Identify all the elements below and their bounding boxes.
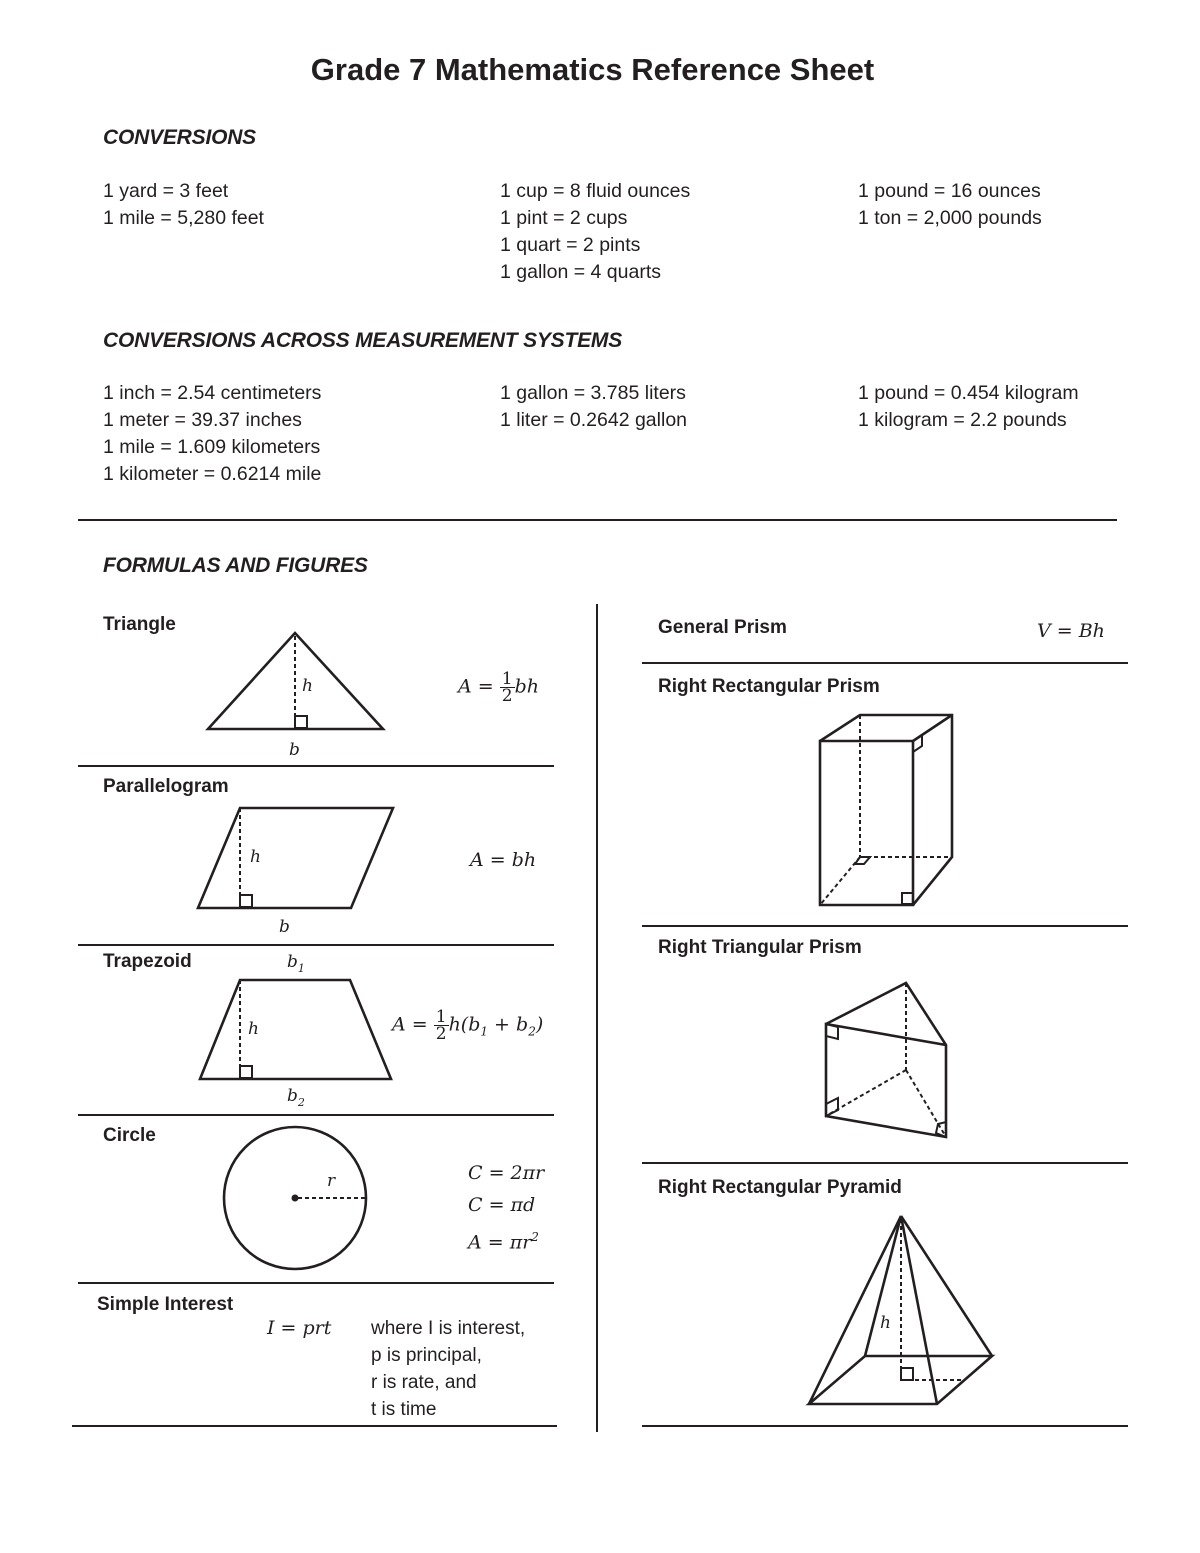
- conversion-item: 1 yard = 3 feet: [103, 180, 229, 202]
- conversion-item: 1 gallon = 3.785 liters: [500, 382, 686, 404]
- rect-prism-label: Right Rectangular Prism: [658, 676, 880, 697]
- conversion-item: 1 ton = 2,000 pounds: [858, 207, 1042, 229]
- base-label: b: [289, 740, 300, 760]
- top-base-label: $b_1$: [287, 952, 305, 975]
- conversion-item: 1 kilometer = 0.6214 mile: [103, 463, 322, 485]
- triangle-formula: A = $\frac{1}{2}$ bh: [458, 669, 539, 706]
- row-divider: [642, 1425, 1128, 1427]
- conversion-item: 1 gallon = 4 quarts: [500, 261, 661, 283]
- conversion-item: 1 inch = 2.54 centimeters: [103, 382, 322, 404]
- base-label: b: [279, 917, 290, 937]
- circumference-formula: C = 2πr: [468, 1162, 545, 1184]
- simple-interest-label: Simple Interest: [97, 1294, 234, 1315]
- height-label: h: [248, 1019, 259, 1039]
- parallelogram-formula: A = bh: [470, 849, 537, 871]
- conversion-item: 1 mile = 1.609 kilometers: [103, 436, 321, 458]
- bottom-base-label: $b_2$: [287, 1086, 305, 1109]
- conversion-item: 1 meter = 39.37 inches: [103, 409, 302, 431]
- page-title: Grade 7 Mathematics Reference Sheet: [310, 52, 875, 87]
- conversion-item: 1 pound = 16 ounces: [858, 180, 1041, 202]
- conversion-item: 1 liter = 0.2642 gallon: [500, 409, 688, 431]
- conversions-heading: CONVERSIONS: [103, 126, 256, 149]
- circumference-diameter-formula: C = πd: [468, 1194, 536, 1216]
- conversion-item: 1 kilogram = 2.2 pounds: [858, 409, 1067, 431]
- lateral-edge: [865, 1216, 901, 1356]
- simple-interest-formula: I = prt: [267, 1317, 332, 1339]
- interest-note: p is principal,: [371, 1345, 482, 1366]
- interest-note: t is time: [371, 1399, 437, 1420]
- conversion-item: 1 quart = 2 pints: [500, 234, 641, 256]
- conversion-item: 1 mile = 5,280 feet: [103, 207, 264, 229]
- conversion-item: 1 cup = 8 fluid ounces: [500, 180, 691, 202]
- circle-label: Circle: [103, 1125, 156, 1146]
- height-label: h: [250, 847, 261, 867]
- general-prism-formula: V = Bh: [1037, 620, 1105, 642]
- conversion-item: 1 pound = 0.454 kilogram: [858, 382, 1079, 404]
- row-divider: [72, 1425, 557, 1427]
- height-label: h: [302, 676, 313, 696]
- pyramid-label: Right Rectangular Pyramid: [658, 1177, 902, 1198]
- trapezoid-formula: A = $\frac{1}{2}$ $h(b_1 + b_2)$: [392, 1007, 544, 1044]
- triangle-label: Triangle: [103, 614, 176, 635]
- interest-note: where I is interest,: [371, 1318, 526, 1339]
- right-angle-mark: [901, 1368, 913, 1380]
- general-prism-label: General Prism: [658, 617, 787, 638]
- height-label: h: [880, 1313, 891, 1333]
- across-systems-heading: CONVERSIONS ACROSS MEASUREMENT SYSTEMS: [103, 329, 623, 352]
- parallelogram-label: Parallelogram: [103, 776, 229, 797]
- formulas-heading: FORMULAS AND FIGURES: [103, 554, 368, 577]
- trapezoid-label: Trapezoid: [103, 951, 192, 972]
- interest-note: r is rate, and: [371, 1372, 477, 1393]
- radius-label: r: [327, 1171, 336, 1191]
- tri-prism-label: Right Triangular Prism: [658, 937, 862, 958]
- conversion-item: 1 pint = 2 cups: [500, 207, 628, 229]
- circle-area-formula: $A = \pi r^2$: [468, 1230, 539, 1254]
- lateral-edge: [809, 1216, 901, 1404]
